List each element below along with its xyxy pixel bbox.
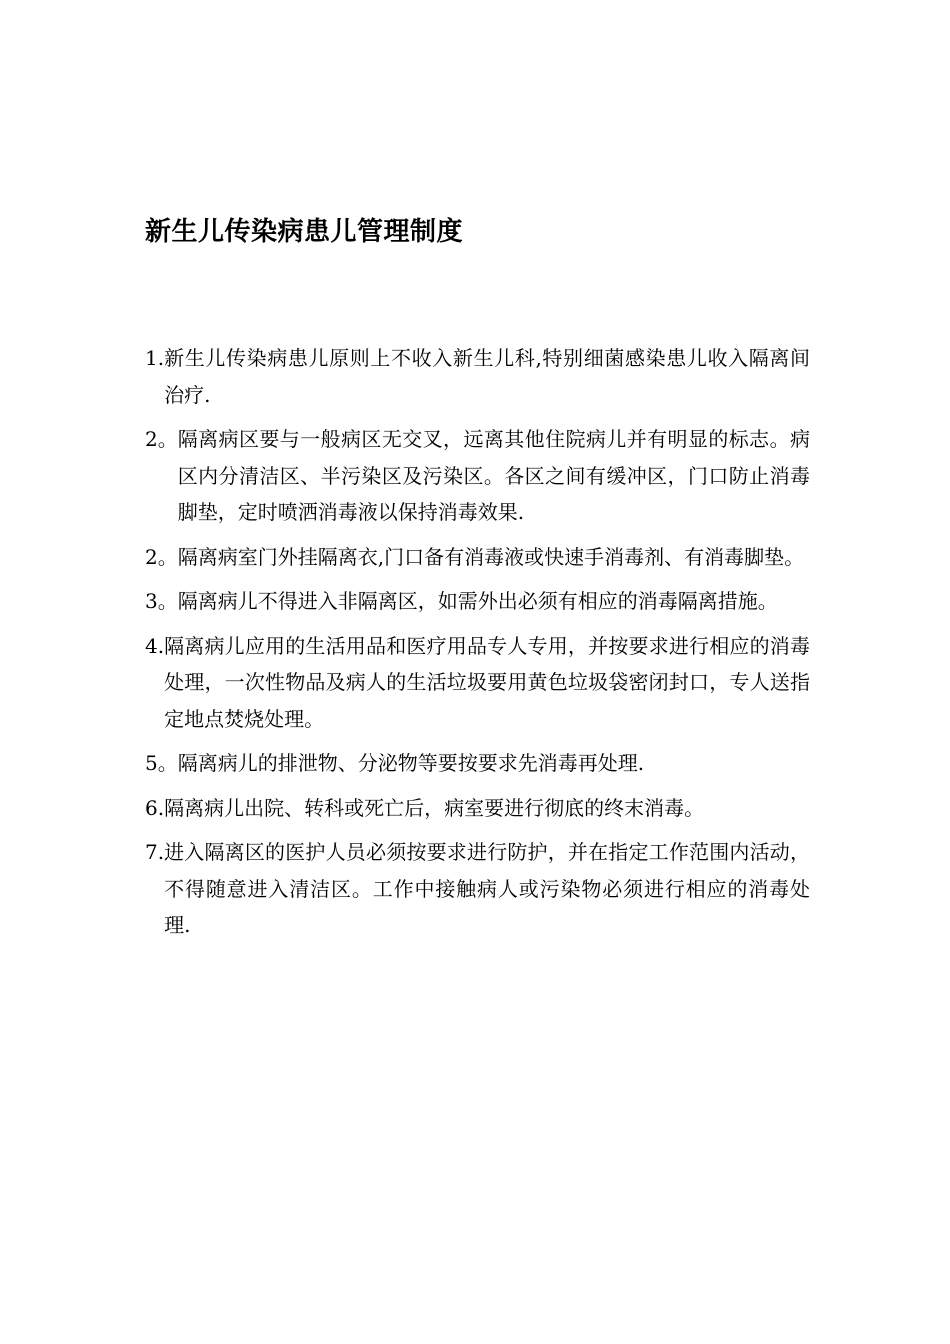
item-text: 隔离病儿应用的生活用品和医疗用品专人专用，并按要求进行相应的消毒处理，一次性物品及病人的生活垃圾要用黄色垃圾袋密闭封口，专人送指定地点焚烧处理。 [164, 633, 810, 731]
item-number: 4. [145, 633, 165, 658]
item-number: 5。 [145, 751, 178, 775]
list-item [145, 834, 810, 944]
list-item [145, 790, 810, 827]
item-number: 7. [145, 840, 165, 864]
item-number: 1. [145, 346, 165, 370]
item-number: 6. [145, 795, 165, 820]
rules-list [145, 340, 810, 952]
page-title: 新生儿传染病患儿管理制度 [145, 217, 464, 247]
item-text: 新生儿传染病患儿原则上不收入新生儿科,特别细菌感染患儿收入隔离间治疗. [164, 346, 810, 407]
list-item [145, 421, 810, 531]
list-item [145, 628, 810, 738]
item-number: 3。 [145, 589, 178, 613]
list-item [145, 340, 810, 413]
list-item [145, 745, 810, 782]
item-number: 2。 [145, 427, 178, 451]
item-text: 隔离病儿的排泄物、分泌物等要按要求先消毒再处理. [177, 751, 645, 775]
item-text: 隔离病儿出院、转科或死亡后，病室要进行彻底的终末消毒。 [164, 795, 705, 820]
list-item [145, 539, 810, 576]
item-text: 隔离病室门外挂隔离衣,门口备有消毒液或快速手消毒剂、有消毒脚垫。 [177, 544, 805, 569]
item-text: 隔离病区要与一般病区无交叉，远离其他住院病儿并有明显的标志。病区内分清洁区、半污染区及污染区。各区之间有缓冲区，门口防止消毒脚垫，定时喷洒消毒液以保持消毒效果. [177, 427, 810, 524]
list-item [145, 583, 810, 620]
item-text: 隔离病儿不得进入非隔离区，如需外出必须有相应的消毒隔离措施。 [177, 589, 778, 613]
item-number: 2。 [145, 544, 178, 569]
item-text: 进入隔离区的医护人员必须按要求进行防护，并在指定工作范围内活动，不得随意进入清洁区。工作中接触病人或污染物必须进行相应的消毒处理. [164, 840, 810, 937]
